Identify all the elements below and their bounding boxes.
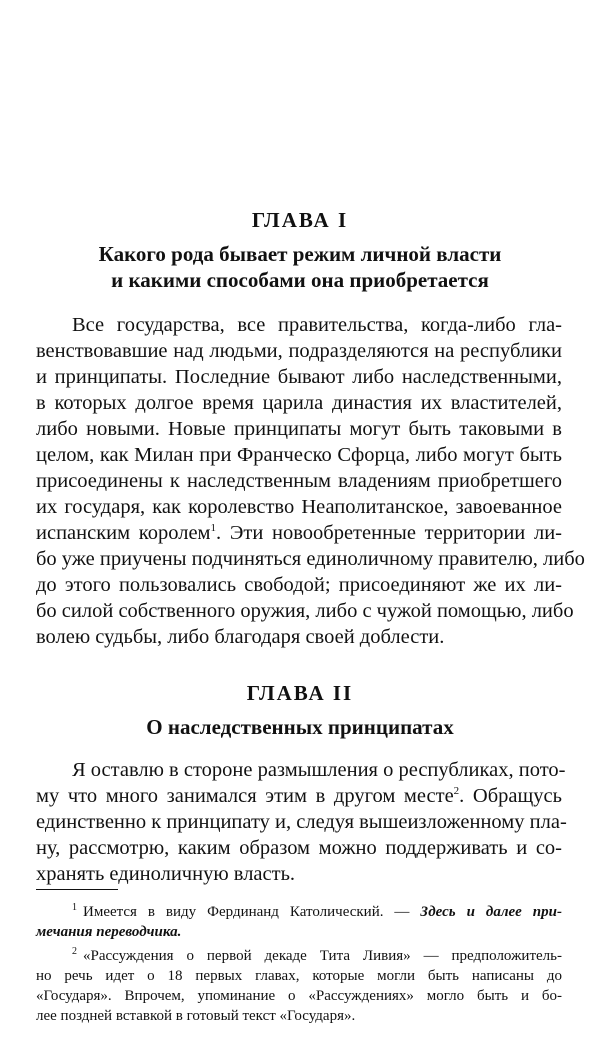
chapter-2-label: ГЛАВА II <box>246 681 354 705</box>
text-fragment: . Эти новообретенные территории ли- <box>216 522 562 544</box>
footnote-divider <box>36 889 118 890</box>
footnote-2 <box>36 946 562 1026</box>
footnote-line <box>36 922 562 942</box>
chapter-1-title-line: и какими способами она приобретается <box>111 268 489 292</box>
footnote-line <box>36 946 562 966</box>
text-line: хранять единоличную власть. <box>36 863 296 885</box>
footnote-ref-1[interactable]: 1 <box>210 522 217 535</box>
text-fragment: . Обращусь <box>459 785 562 807</box>
chapter-1-heading <box>0 208 600 293</box>
text-line: целом, как Милан при Франческо Сфорца, либо могут быть <box>36 444 562 466</box>
footnote-italic: мечания переводчика. <box>36 924 182 940</box>
text-line: бо уже приучены подчиняться единоличному правителю, либо <box>36 548 585 570</box>
text-fragment: му что много занимался этим в другом месте <box>36 785 454 807</box>
text-line: присоединены к наследственным владениям приобретшего <box>36 470 562 492</box>
chapter-1-title-line: Какого рода бывает режим личной власти <box>98 242 502 266</box>
footnote-text: Имеется в виду Фердинанд Католический. — <box>83 904 421 920</box>
chapter-2-paragraph <box>36 757 567 887</box>
chapter-2-title <box>0 714 600 740</box>
chapter-1-paragraph <box>36 312 585 650</box>
footnote-italic: Здесь и далее при- <box>420 904 562 920</box>
text-line: бо силой собственного оружия, либо с чужой помощью, либо <box>36 600 574 622</box>
text-line: венствовавшие над людьми, подразделяются на республики <box>36 340 562 362</box>
text-line: единственно к принципату и, следуя вышеизложенному пла- <box>36 811 567 833</box>
footnote-line <box>36 902 562 922</box>
text-line: до этого пользовались свободой; присоединяют же их ли- <box>36 574 562 596</box>
text-line <box>36 520 562 546</box>
footnote-number: 1 <box>72 902 77 913</box>
text-line: их государя, как королевство Неаполитанское, завоеванное <box>36 496 562 518</box>
footnote-line: но речь идет о 18 первых главах, которые могли быть написаны до <box>36 968 562 984</box>
text-fragment: испанским королем <box>36 522 211 544</box>
chapter-1-label: ГЛАВА I <box>251 208 349 232</box>
footnote-line: лее поздней вставкой в готовый текст «Государя». <box>36 1008 356 1024</box>
chapter-2-title-line: О наследственных принципатах <box>146 715 454 739</box>
chapter-1-title <box>0 241 600 293</box>
text-line: Я оставлю в стороне размышления о республиках, пото- <box>72 759 566 781</box>
footnote-line: «Государя». Впрочем, упоминание о «Рассуждениях» могло быть и бо- <box>36 988 562 1004</box>
text-line: Все государства, все правительства, когда-либо гла- <box>72 314 562 336</box>
footnote-1 <box>36 902 562 942</box>
text-line: волею судьбы, либо благодаря своей доблести. <box>36 626 445 648</box>
footnote-number: 2 <box>72 946 77 957</box>
text-line <box>36 783 562 809</box>
text-line: ну, рассмотрю, каким образом можно поддерживать и со- <box>36 837 562 859</box>
footnote-text: «Рассуждения о первой декаде Тита Ливия» — предположитель- <box>83 948 562 964</box>
text-line: либо новыми. Новые принципаты могут быть таковыми в <box>36 418 562 440</box>
footnote-ref-2[interactable]: 2 <box>453 785 460 798</box>
text-line: в которых долгое время царила династия их властителей, <box>36 392 562 414</box>
text-line: и принципаты. Последние бывают либо наследственными, <box>36 366 562 388</box>
chapter-2-heading <box>0 681 600 740</box>
